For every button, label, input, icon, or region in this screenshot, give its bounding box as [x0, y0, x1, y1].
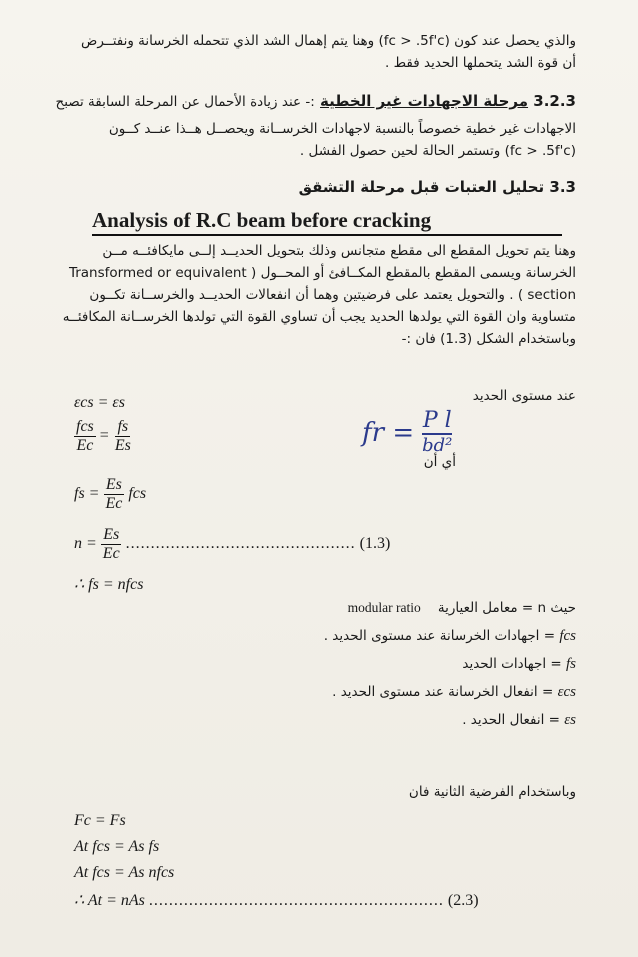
section-number: 3.2.3 [533, 92, 576, 110]
symbol: fcs [559, 628, 576, 644]
text-line: section ) . والتحويل يعتمد على فرضيتين وهما أن انفعالات الحديــد والخرســانة تكــون [89, 287, 576, 303]
lhs: n = [74, 535, 97, 553]
definition-text: = انفعال الخرسانة عند مستوى الحديد . [332, 684, 554, 700]
equation-force-equality: Fc = Fs [74, 812, 126, 829]
section-number: 3.3 [549, 178, 576, 196]
paragraph-transformed-section [56, 240, 576, 350]
lhs: fs = [74, 485, 100, 503]
fraction [103, 476, 124, 513]
text-line: وهنا يتم تحويل المقطع الى مقطع متجانس وذلك بتحويل الحديــد إلــى مايكافئــه مــن [102, 243, 576, 259]
definition-text: = انفعال الحديد . [462, 712, 560, 728]
fraction [74, 418, 96, 455]
denominator: Ec [102, 545, 120, 562]
i-e-note: أي أن [423, 454, 456, 470]
denominator: Es [114, 437, 131, 454]
section-title: مرحلة الاجهادات غير الخطية [320, 92, 529, 110]
fraction [101, 526, 122, 563]
at-steel-level-note: عند مستوى الحديد [472, 388, 576, 404]
section-heading-3-3 [299, 178, 576, 196]
denominator: Ec [76, 437, 94, 454]
text-line: وباستخدام الشكل (1.3) فان :- [401, 331, 576, 347]
english-heading: Analysis of R.C beam before cracking [92, 208, 562, 236]
second-hypothesis-note: وباستخدام الفرضية الثانية فان [408, 784, 576, 800]
equation-fs-nfcs: ∴ fs = nfcs [74, 576, 144, 593]
definition-ecs [332, 684, 576, 701]
text-line: الاجهادات غير خطية خصوصاً بالنسبة لاجهادات الخرســانة ويحصــل هــذا عنــد كــون [108, 121, 576, 137]
lhs: ∴ At = nAs [74, 892, 145, 909]
definition-text: = اجهادات الخرسانة عند مستوى الحديد . [323, 628, 556, 644]
equation-modular-ratio [74, 526, 390, 563]
rhs: fcs [128, 485, 147, 503]
handwritten-denominator: bd² [422, 435, 453, 456]
equation-area-stress: At fcs = As fs [74, 838, 160, 855]
denominator: Ec [105, 495, 123, 512]
section-text: :- عند زيادة الأحمال عن المرحلة السابقة تصبح [55, 94, 315, 110]
definition-es [462, 712, 576, 729]
text-line: متساوية وان القوة التي يولدها الحديد يجب أن تساوي القوة التي تولدها الخرســانة المكافئــه [62, 309, 576, 325]
definition-n [348, 600, 576, 616]
symbol: εcs [557, 684, 576, 700]
equation-transformed-area [74, 890, 479, 910]
handwritten-formula [362, 408, 452, 458]
section-heading-3-2-3 [56, 92, 576, 110]
paragraph-nonlinear [56, 118, 576, 162]
definition-english: modular ratio [347, 600, 421, 615]
numerator: fs [117, 418, 129, 435]
text-line: (fc > .5f'c) وتستمر الحالة لحين حصول الفشل . [299, 143, 576, 159]
equation-area-nfcs: At fcs = As nfcs [74, 864, 175, 881]
definition-fcs [324, 628, 576, 645]
text-line: أن قوة الشد يتحملها الحديد فقط . [385, 55, 576, 71]
definition-text: حيث n = معامل العيارية [437, 600, 576, 616]
symbol: fs [565, 656, 576, 672]
text-line: والذي يحصل عند كون (fc > .5f'c) وهنا يتم إهمال الشد الذي تتحمله الخرسانة ونفتــرض [81, 33, 576, 49]
symbol: εs [564, 712, 576, 728]
equation-number: (1.3) [359, 535, 391, 553]
equation-strain-equality: εcs = εs [74, 394, 125, 411]
equation-number: (2.3) [447, 892, 479, 909]
leader-dots: .............................................. [125, 535, 356, 553]
equation-steel-stress [74, 476, 146, 513]
numerator: fcs [76, 418, 94, 435]
text-line: الخرسانة ويسمى المقطع بالمقطع المكــافئ أو المحــول ( Transformed or equivalent [68, 265, 576, 281]
section-title: تحليل العتبات قبل مرحلة التشقق [298, 178, 545, 196]
definition-fs [462, 656, 576, 673]
definition-text: = اجهادات الحديد [462, 656, 562, 672]
fraction [113, 418, 133, 455]
leader-dots: ........................................................... [148, 892, 444, 909]
handwritten-numerator: P l [422, 408, 452, 433]
numerator: Es [105, 476, 122, 493]
handwritten-lhs: fr = [362, 418, 415, 448]
equation-stress-ratio: $\frac{\text{fcs}}{Ec}$ = $\frac{fs}{Es}$ [76, 418, 131, 454]
numerator: Es [103, 526, 120, 543]
paragraph-intro [56, 30, 576, 74]
